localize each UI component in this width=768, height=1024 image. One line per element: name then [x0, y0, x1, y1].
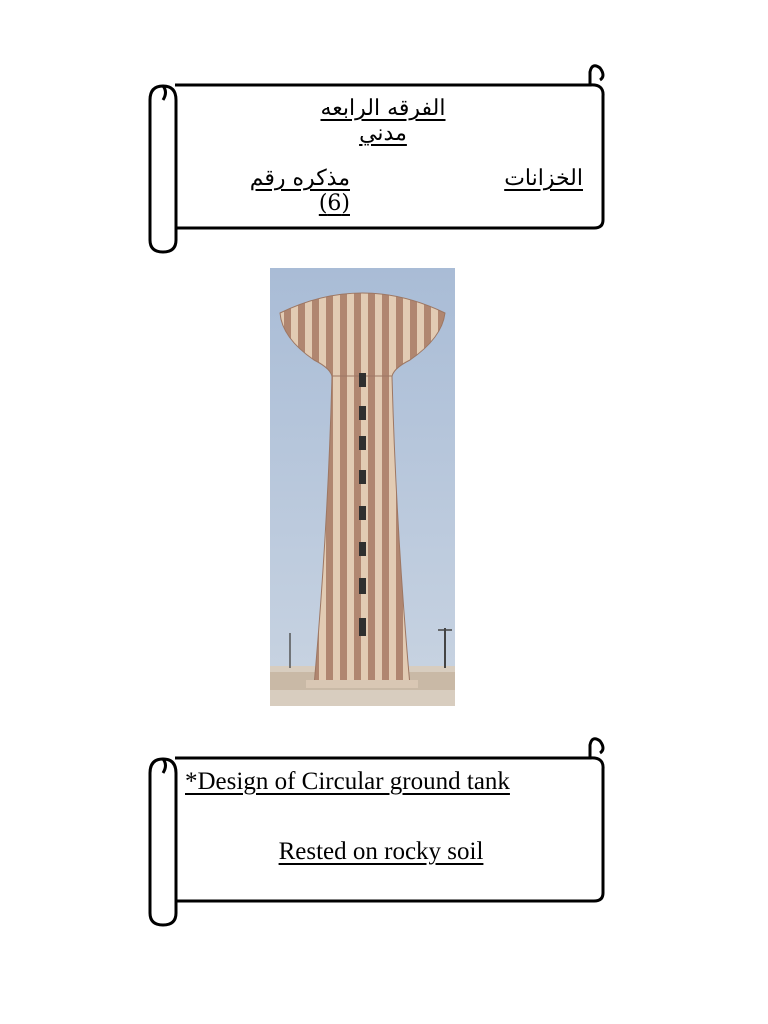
document-subtitle: Rested on rocky soil [278, 838, 484, 865]
class-year-heading: الفرقه الرابعه مدني [320, 96, 446, 146]
document-title: *Design of Circular ground tank [185, 768, 510, 795]
note-number: مذكره رقم (6) [249, 166, 350, 216]
course-title: الخزانات [504, 166, 583, 191]
water-tower-photo [270, 268, 455, 706]
